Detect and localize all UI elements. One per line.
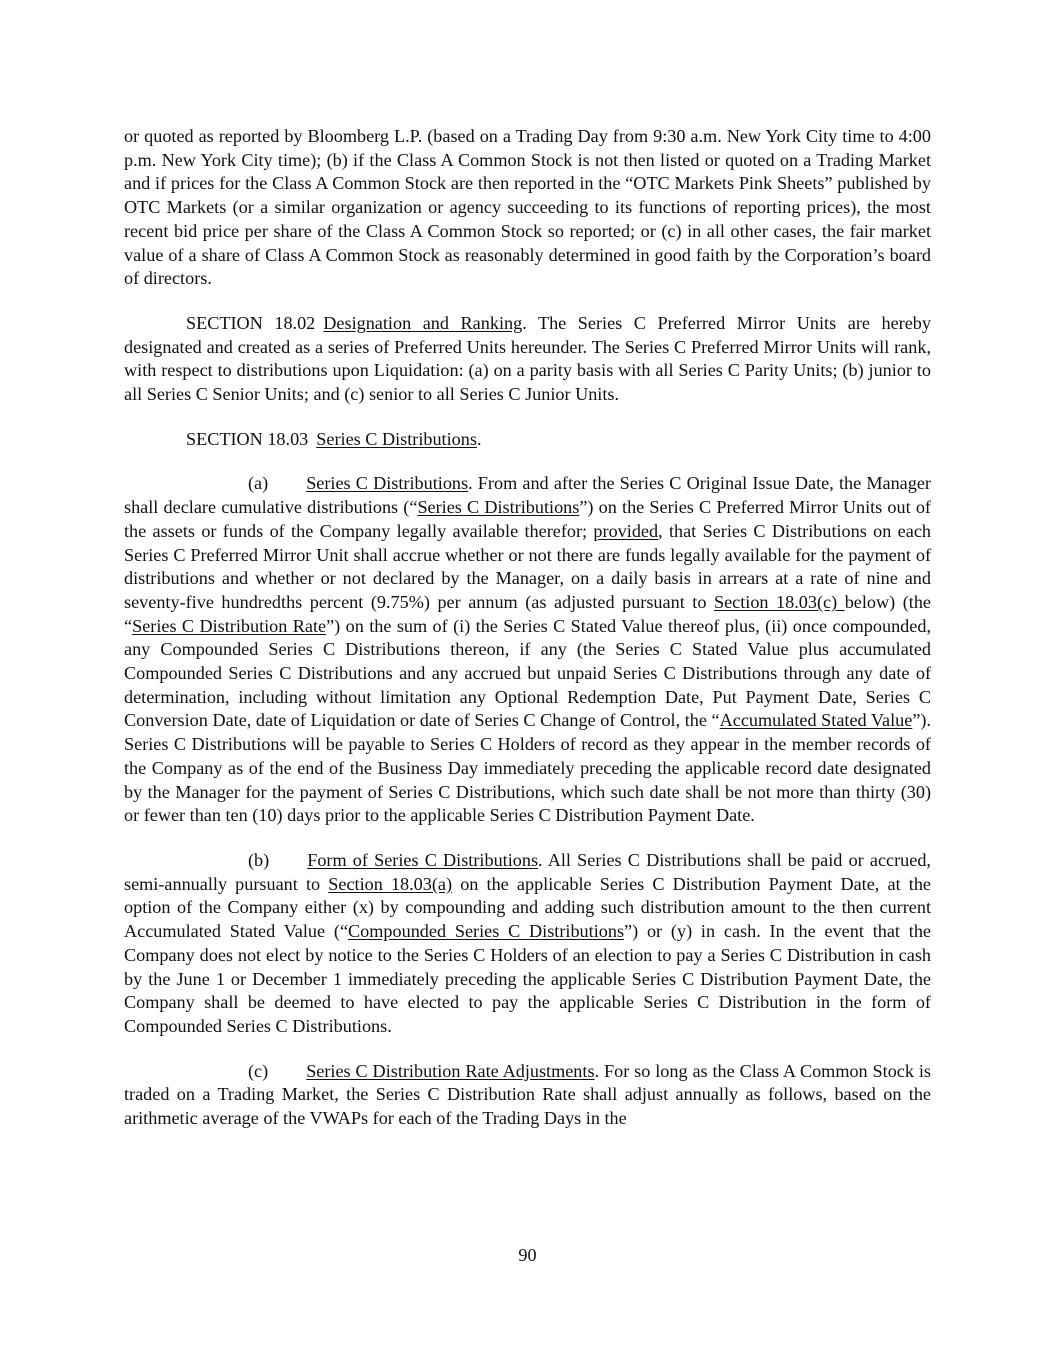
- subsection-label: (b): [248, 849, 270, 870]
- page-number: 90: [518, 1245, 537, 1265]
- defined-term: Compounded Series C Distributions: [348, 921, 625, 942]
- cross-reference: Section 18.03(c): [713, 591, 845, 612]
- defined-term: Accumulated Stated Value: [719, 710, 913, 731]
- cross-reference: Section 18.03(a): [328, 873, 453, 894]
- section-title: Series C Distributions: [316, 428, 477, 449]
- subsection-label: (c): [248, 1060, 269, 1081]
- section-number: SECTION 18.02: [186, 312, 316, 333]
- subsection-title: Series C Distributions: [306, 473, 469, 494]
- document-page: [124, 125, 931, 1131]
- defined-term: Series C Distribution Rate: [132, 615, 327, 636]
- subsection-b: (b) Form of Series C Distributions. All Series C Distributions shall be paid or accrued, semi-annually pursuant to Section 18.03(a) on the applicable Series C Distribution Payment Date, at the option of the Company either (x) by compounding and adding such distribution amount to the then current Accumulated Stated Value (“Compounded Series C Distributions”) or (y) in cash. In the event that the Company does not elect by notice to the Series C Holders of an election to pay a Series C Distribution in cash by the June 1 or December 1 immediately preceding the applicable Series C Distribution Payment Date, the Company shall be deemed to have elected to pay the applicable Series C Distribution in the form of Compounded Series C Distributions.: [124, 849, 931, 1036]
- subsection-c: (c) Series C Distribution Rate Adjustments. For so long as the Class A Common Stock is traded on a Trading Market, the Series C Distribution Rate shall adjust annually as follows, based on the arithmetic average of the VWAPs for each of the Trading Days in the: [124, 1060, 931, 1129]
- defined-term: provided: [593, 520, 659, 541]
- subsection-title: Form of Series C Distributions: [307, 849, 539, 870]
- subsection-title: Series C Distribution Rate Adjustments: [306, 1060, 595, 1081]
- section-18-02: [124, 312, 931, 407]
- section-body: . The Series C Preferred Mirror Units are hereby designated and created as a series of Preferred Units hereunder. The Series C Preferred Mirror Units will rank, with respect to distributions upon Liquidation: (a) on a parity basis with all Series C Parity Units; (b) junior to all Series C Senior Units; and (c) senior to all Series C Junior Units.: [124, 312, 931, 405]
- section-number: SECTION 18.03: [186, 428, 309, 449]
- subsection-a: (a) Series C Distributions. From and after the Series C Original Issue Date, the Manager shall declare cumulative distributions (“Series C Distributions”) on the Series C Preferred Mirror Units out of the assets or funds of the Company legally available therefor; provided, that Series C Distributions on each Series C Preferred Mirror Unit shall accrue whether or not there are funds legally available for the payment of distributions and whether or not declared by the Manager, on a daily basis in arrears at a rate of nine and seventy-five hundredths percent (9.75%) per annum (as adjusted pursuant to Section 18.03(c) below) (the “Series C Distribution Rate”) on the sum of (i) the Series C Stated Value thereof plus, (ii) once compounded, any Compounded Series C Distributions thereon, if any (the Series C Stated Value plus accumulated Compounded Series C Distributions and any accrued but unpaid Series C Distributions through any date of determination, including without limitation any Optional Redemption Date, Put Payment Date, Series C Conversion Date, date of Liquidation or date of Series C Change of Control, the “Accumulated Stated Value”). Series C Distributions will be payable to Series C Holders of record as they appear in the member records of the Company as of the end of the Business Day immediately preceding the applicable record date designated by the Manager for the payment of Series C Distributions, which such date shall be not more than thirty (30) or fewer than ten (10) days prior to the applicable Series C Distribution Payment Date.: [124, 473, 931, 826]
- subsection-label: (a): [248, 473, 269, 494]
- section-title: Designation and Ranking: [323, 312, 523, 333]
- defined-term: Series C Distributions: [417, 497, 580, 518]
- section-18-03-heading: SECTION 18.03 Series C Distributions.: [186, 428, 482, 449]
- paragraph-vwap-continuation: or quoted as reported by Bloomberg L.P. (based on a Trading Day from 9:30 a.m. New York City time to 4:00 p.m. New York City time); (b) if the Class A Common Stock is not then listed or quoted on a Trading Market and if prices for the Class A Common Stock are then reported in the “OTC Markets Pink Sheets” published by OTC Markets (or a similar organization or agency succeeding to its functions of reporting prices), the most recent bid price per share of the Class A Common Stock so reported; or (c) in all other cases, the fair market value of a share of Class A Common Stock as reasonably determined in good faith by the Corporation’s board of directors.: [124, 126, 931, 289]
